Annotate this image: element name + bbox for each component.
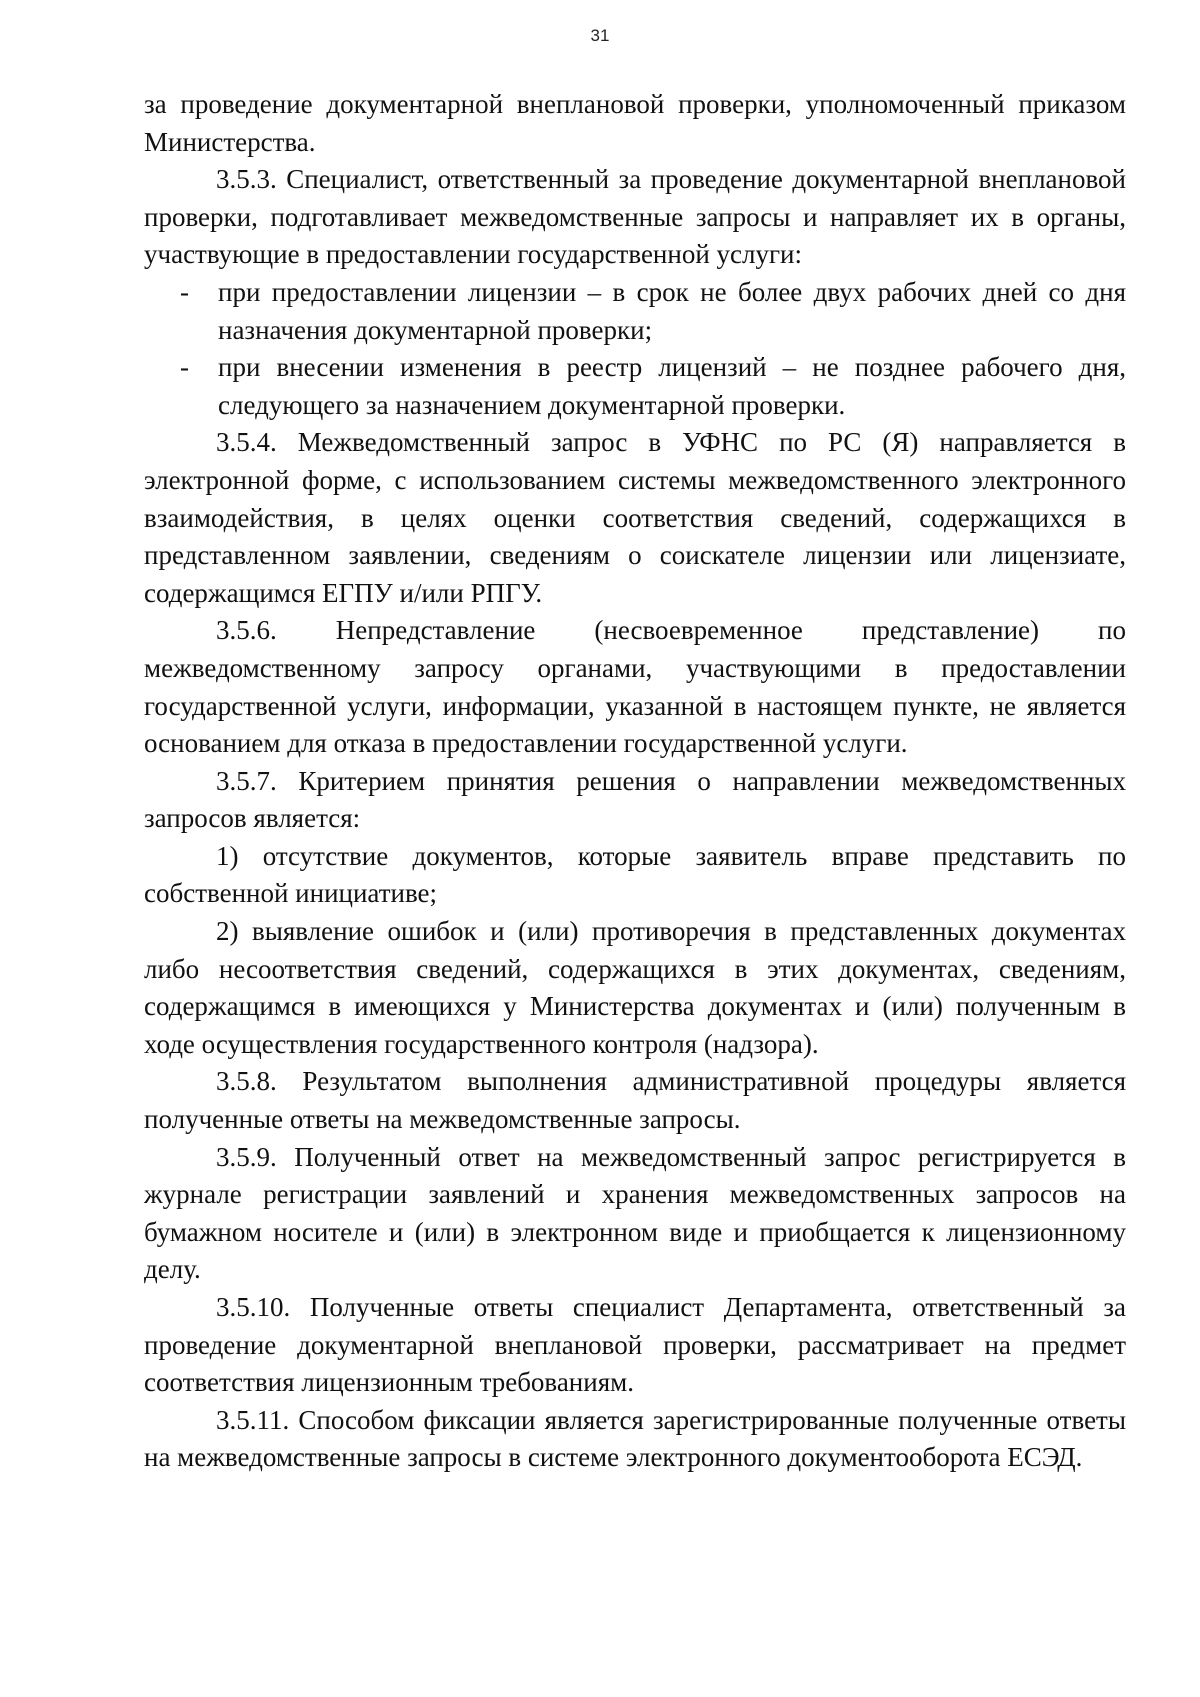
paragraph-criterion-2: 2) выявление ошибок и (или) противоречия в представленных документах либо несоответствия сведений, содержащихся в этих документах, сведениям, содержащимся в имеющихся у Министерства документах и (или) полученным в ходе осуществления государственного контроля (надзора). [144,916,1126,1059]
paragraph-3-5-8: 3.5.8. Результатом выполнения административной процедуры является полученные ответы на межведомственные запросы. [144,1066,1126,1135]
paragraph-3-5-6: 3.5.6. Непредставление (несвоевременное представление) по межведомственному запросу органами, участвующими в предоставлении государственной услуги, информации, указанной в настоящем пункте, не является основанием для отказа в предоставлении государственной услуги. [144,615,1126,759]
list-item-license-issue [144,274,1126,349]
paragraph-3-5-4: 3.5.4. Межведомственный запрос в УФНС по РС (Я) направляется в электронной форме, с использованием системы межведомственного электронного взаимодействия, в целях оценки соответствия сведений, содержащихся в представленном заявлении, сведениям о соискателе лицензии или лицензиате, содержащимся ЕГПУ и/или РПГУ. [144,427,1126,608]
paragraph-3-5-10: 3.5.10. Полученные ответы специалист Департамента, ответственный за проведение документарной внеплановой проверки, рассматривает на предмет соответствия лицензионным требованиям. [144,1292,1126,1398]
document-body [144,86,1126,1477]
list-item-text: при внесении изменения в реестр лицензий – не позднее рабочего дня, следующего за назначением документарной проверки. [218,352,1126,420]
paragraph-3-5-7: 3.5.7. Критерием принятия решения о направлении межведомственных запросов является: [144,765,1126,834]
paragraph-3-5-11: 3.5.11. Способом фиксации является зарегистрированные полученные ответы на межведомственные запросы в системе электронного документооборота ЕСЭД. [144,1404,1126,1473]
bullet-dash: - [180,352,189,383]
list-item-registry-change [144,349,1126,424]
paragraph-3-5-9: 3.5.9. Полученный ответ на межведомственный запрос регистрируется в журнале регистрации заявлений и хранения межведомственных запросов на бумажном носителе и (или) в электронном виде и приобщается к лицензионному делу. [144,1141,1126,1285]
list-item-text: при предоставлении лицензии – в срок не более двух рабочих дней со дня назначения документарной проверки; [218,276,1126,345]
paragraph-3-5-3: 3.5.3. Специалист, ответственный за проведение документарной внеплановой проверки, подготавливает межведомственные запросы и направляет их в органы, участвующие в предоставлении государственной услуги: [144,164,1126,270]
bullet-dash: - [180,276,189,307]
page-number: 31 [590,26,610,45]
paragraph-continuation: за проведение документарной внеплановой проверки, уполномоченный приказом Министерства. [144,89,1126,157]
paragraph-criterion-1: 1) отсутствие документов, которые заявитель вправе представить по собственной инициативе; [144,840,1126,909]
